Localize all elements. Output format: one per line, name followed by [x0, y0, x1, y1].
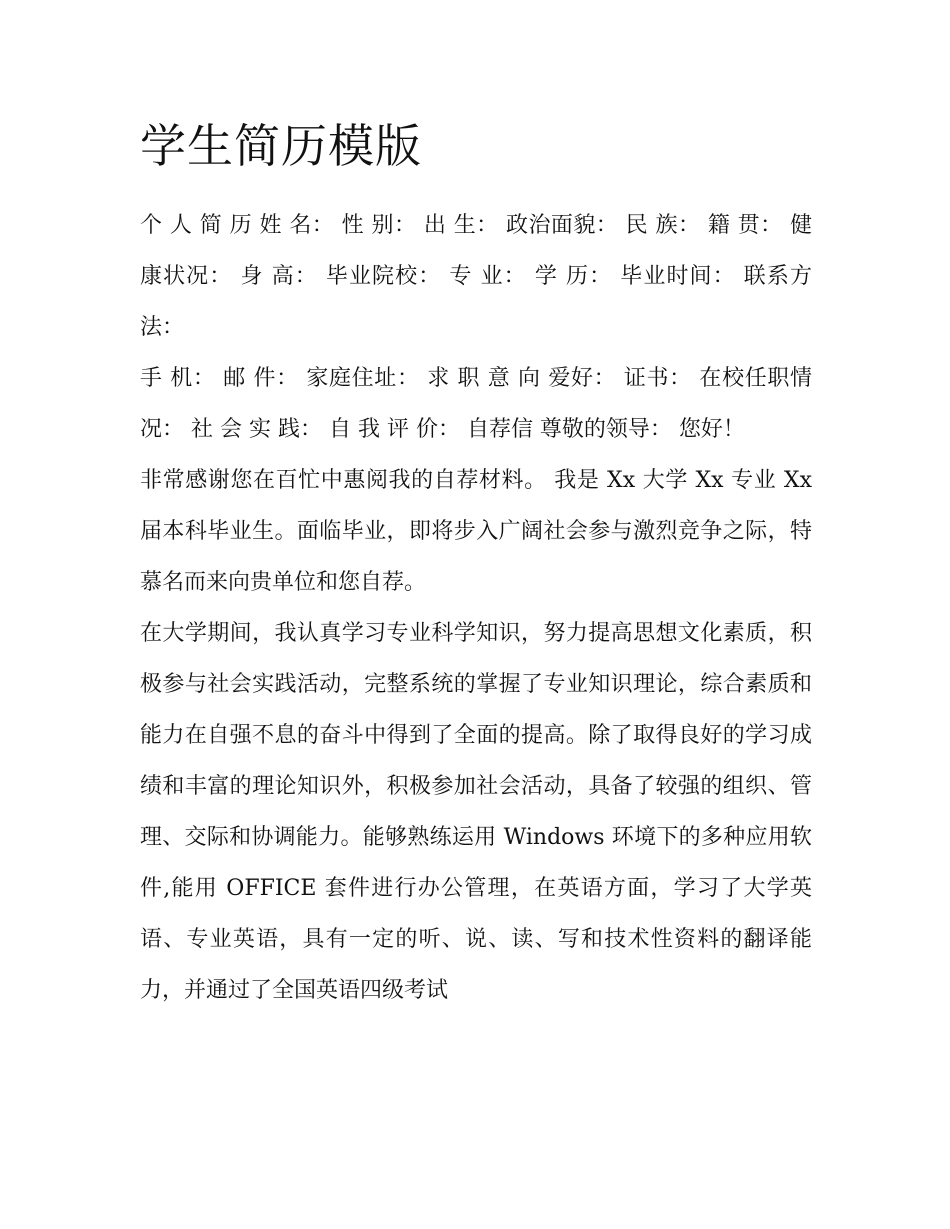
introduction-paragraph: 非常感谢您在百忙中惠阅我的自荐材料。 我是 Xx 大学 Xx 专业 Xx 届本科毕业生。面临毕业，即将步入广阔社会参与激烈竞争之际，特慕名而来向贵单位和您自荐。 — [140, 468, 812, 595]
contact-fields-paragraph: 手 机： 邮 件： 家庭住址： 求 职 意 向 爱好： 证书： 在校任职情况： 社 会 实 践： 自 我 评 价： 自荐信 尊敬的领导： 您好！ — [140, 366, 812, 442]
document-title: 学生简历模版 — [140, 119, 422, 173]
document-page — [140, 112, 812, 1016]
experience-paragraph: 在大学期间，我认真学习专业科学知识，努力提高思想文化素质，积极参与社会实践活动，完整系统的掌握了专业知识理论，综合素质和能力在自强不息的奋斗中得到了全面的提高。除了取得良好的学习成绩和丰富的理论知识外，积极参加社会活动，具备了较强的组织、管理、交际和协调能力。能够熟练运用 Windows 环境下的多种应用软件,能用 OFFICE 套件进行办公管理，在英语方面，学习了大学英语、专业英语，具有一定的听、说、读、写和技术性资料的翻译能力，并通过了全国英语四级考试 — [140, 621, 812, 1003]
resume-fields-paragraph: 个 人 简 历 姓 名： 性 别： 出 生： 政治面貌： 民 族： 籍 贯： 健康状况： 身 高： 毕业院校： 专 业： 学 历： 毕业时间： 联系方法： — [140, 213, 812, 340]
